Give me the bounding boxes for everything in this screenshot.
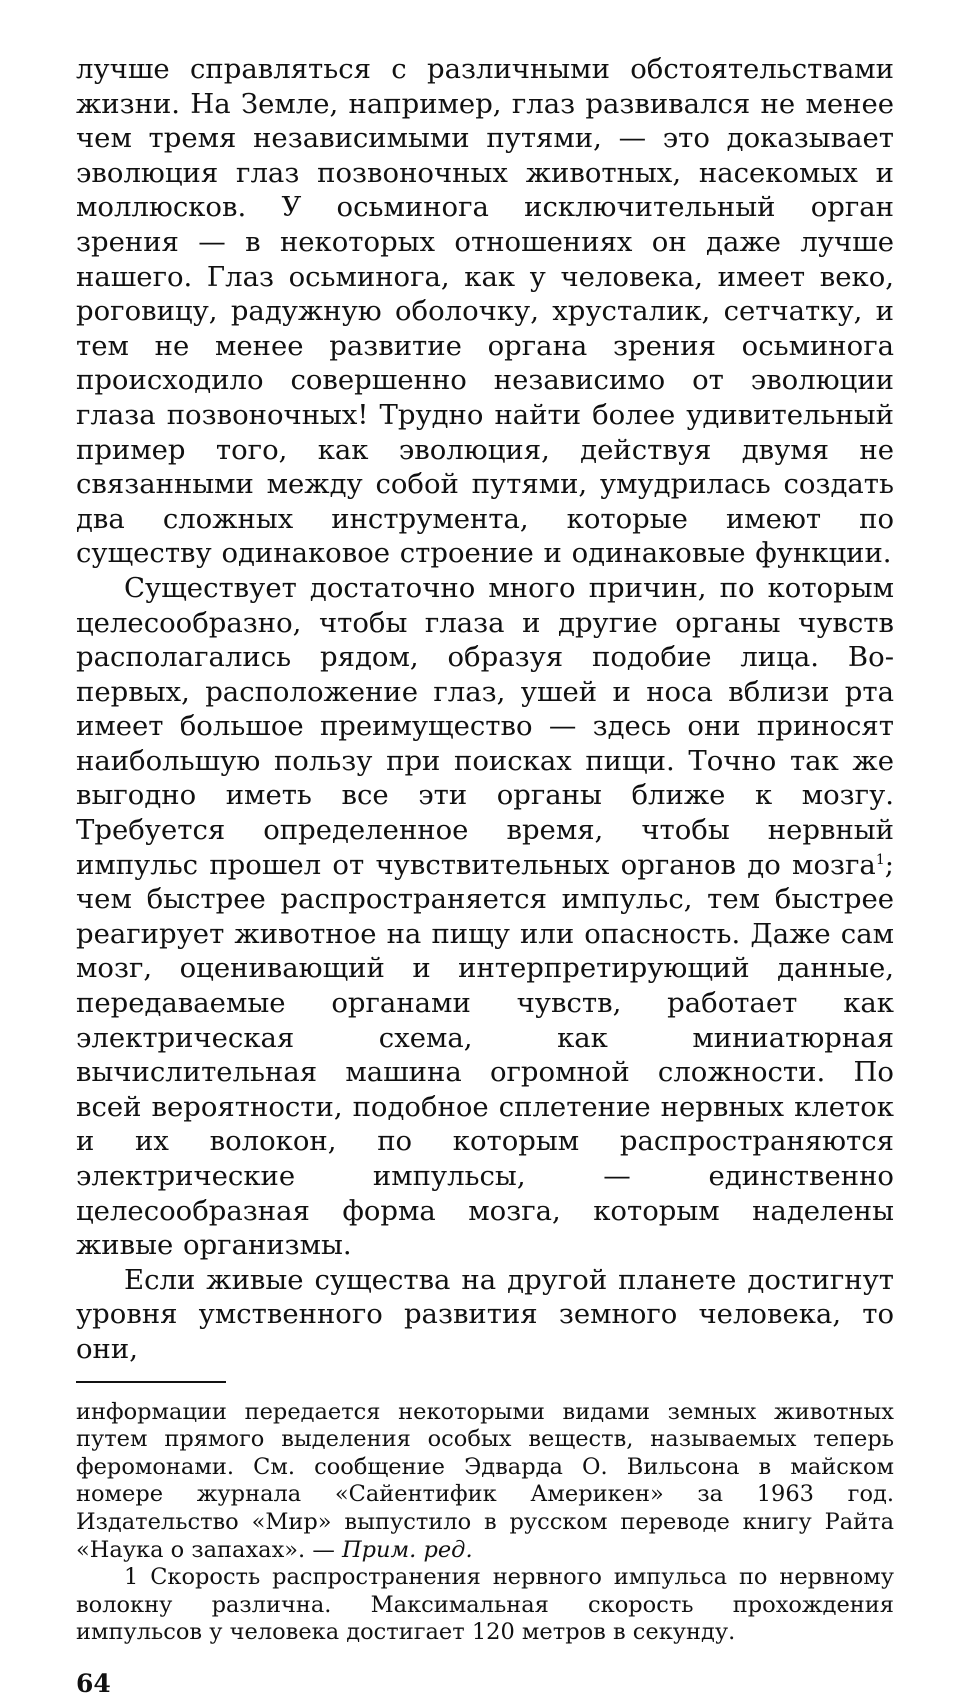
page-number: 64 <box>76 1668 111 1698</box>
footnote-1 <box>76 1564 894 1647</box>
footnote-continued <box>76 1399 894 1565</box>
footnote-continued-text: информации передается некоторыми видами земных животных путем прямого выделения особых веществ, называемых теперь феромонами. См. сообщение Эдварда О. Вильсона в майском номере журнала «Сайентифик Америкен» за 1963 год. Издательство «Мир» выпустило в русском переводе книгу Райта «Наука о запахах». — <box>76 1398 894 1563</box>
editor-note: Прим. ред. <box>341 1536 473 1563</box>
footnote-1-text: Скорость распространения нервного импульса по нервному волокну различна. Максимальная скорость прохождения импульсов у человека достигает 120 метров в секунду. <box>76 1564 894 1646</box>
paragraph-eye-evolution: лучше справляться с различными обстоятельствами жизни. На Земле, например, глаз развивался не менее чем тремя независимыми путями, — это доказывает эволюция глаз позвоночных животных, насекомых и моллюсков. У осьминога исключительный орган зрения — в некоторых отношениях он даже лучше нашего. Глаз осьминога, как у человека, имеет веко, роговицу, радужную оболочку, хрусталик, сетчатку, и тем не менее развитие органа зрения осьминога происходило совершенно независимо от эволюции глаза позвоночных! Трудно найти более удивительный пример того, как эволюция, действуя двумя не связанными между собой путями, умудрилась создать два сложных инструмента, которые имеют по существу одинаковое строение и одинаковые функции. <box>76 53 894 570</box>
footnote-reference-1: 1 <box>875 851 885 868</box>
paragraph-sense-organs <box>76 571 894 1263</box>
paragraph-sense-organs-part2: ; чем быстрее распространяется импульс, тем быстрее реагирует животное на пищу или опасность. Даже сам мозг, оценивающий и интерпретирующий данные, передаваемые органами чувств, работает как электрическая схема, как миниатюрная вычислительная машина огромной сложности. По всей вероятности, подобное сплетение нервных клеток и их волокон, по которым распространяются электрические импульсы, — единственно целесообразная форма мозга, которым наделены живые организмы. <box>76 848 894 1262</box>
footnote-1-mark: 1 <box>124 1564 139 1591</box>
footnote-separator <box>76 1381 226 1383</box>
paragraph-sense-organs-part1: Существует достаточно много причин, по которым целесообразно, чтобы глаза и другие органы чувств располагались рядом, образуя подобие лица. Во-первых, расположение глаз, ушей и носа вблизи рта имеет большое преимущество — здесь они приносят наибольшую пользу при поисках пищи. Точно так же выгодно иметь все эти органы ближе к мозгу. Требуется определенное время, чтобы нервный импульс прошел от чувствительных органов до мозга <box>76 571 894 881</box>
book-page <box>76 52 894 1698</box>
paragraph-other-planet: Если живые существа на другой планете достигнут уровня умственного развития земного человека, то они, <box>76 1263 894 1365</box>
